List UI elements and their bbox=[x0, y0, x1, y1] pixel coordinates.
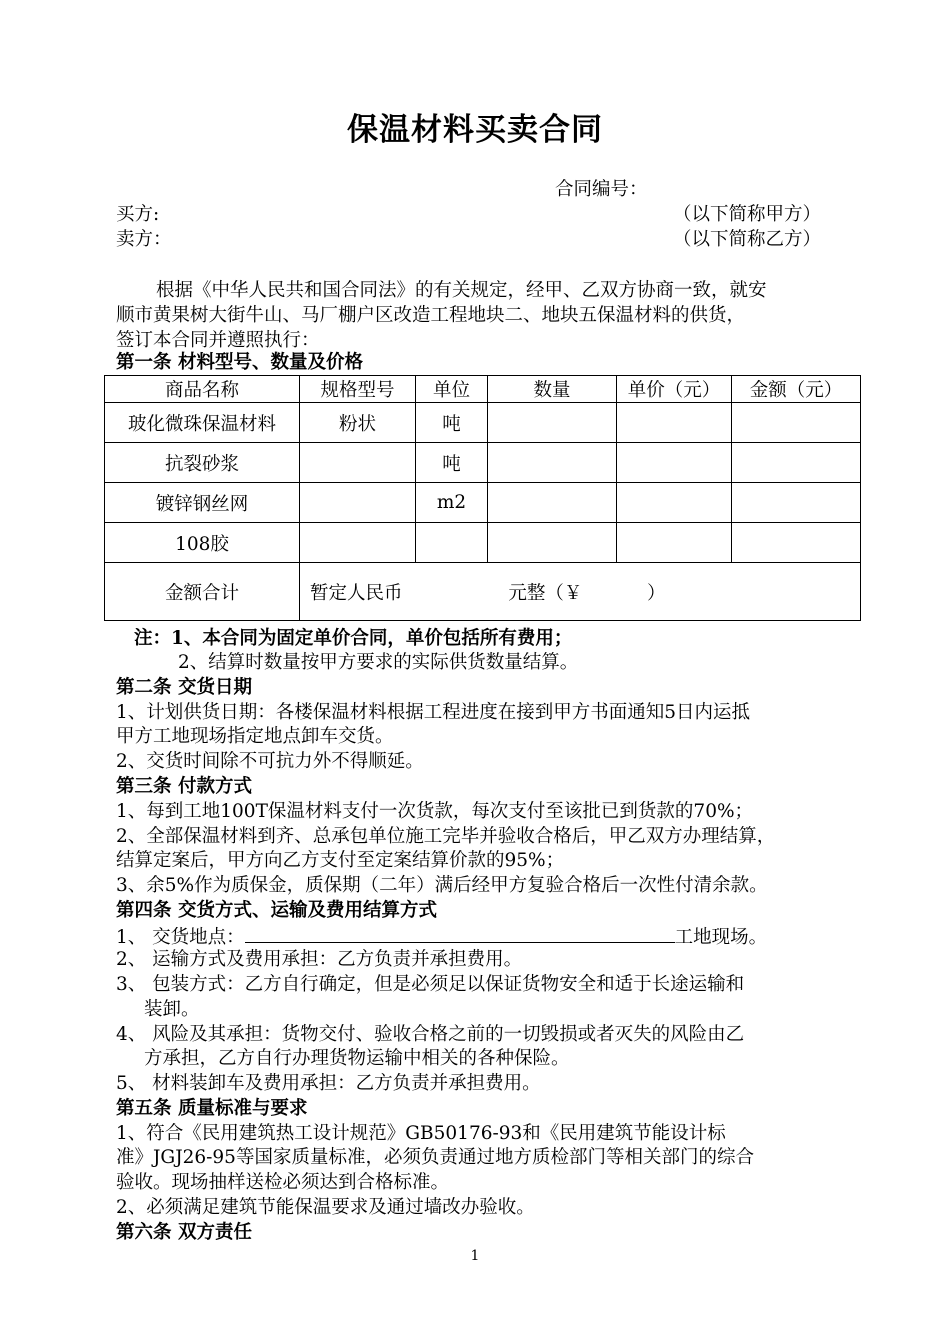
article-5-line: 1、符合《民用建筑热工设计规范》GB50176-93和《民用建筑节能设计标 bbox=[116, 1123, 726, 1144]
note-2: 2、结算时数量按甲方要求的实际供货数量结算。 bbox=[178, 652, 579, 673]
table-cell bbox=[617, 483, 732, 523]
table-cell: 玻化微珠保温材料 bbox=[105, 403, 300, 443]
table-cell bbox=[617, 443, 732, 483]
page-number: 1 bbox=[470, 1248, 480, 1264]
article-5-line: 验收。现场抽样送检必须达到合格标准。 bbox=[116, 1172, 450, 1193]
article-4-heading: 第四条 交货方式、运输及费用结算方式 bbox=[116, 900, 437, 921]
table-cell bbox=[488, 523, 617, 563]
article-2-heading: 第二条 交货日期 bbox=[116, 677, 252, 698]
buyer-label: 买方: bbox=[116, 204, 160, 225]
table-cell bbox=[617, 403, 732, 443]
table-cell: 吨 bbox=[416, 443, 488, 483]
article-4-line: 2、 运输方式及费用承担：乙方负责并承担费用。 bbox=[116, 949, 523, 970]
delivery-place-line bbox=[116, 924, 856, 950]
intro-line-1: 根据《中华人民共和国合同法》的有关规定，经甲、乙双方协商一致，就安 bbox=[156, 280, 767, 301]
seller-label: 卖方： bbox=[116, 229, 172, 250]
delivery-place-suffix: 工地现场。 bbox=[674, 927, 768, 948]
article-4-line: 4、 风险及其承担：货物交付、验收合格之前的一切毁损或者灭失的风险由乙 bbox=[116, 1024, 745, 1045]
document-title: 保温材料买卖合同 bbox=[347, 112, 603, 148]
table-cell bbox=[617, 523, 732, 563]
article-5-heading: 第五条 质量标准与要求 bbox=[116, 1098, 308, 1119]
article-3-line: 3、余5%作为质保金，质保期（二年）满后经甲方复验合格后一次性付清余款。 bbox=[116, 875, 768, 896]
note-1: 注：1、本合同为固定单价合同，单价包括所有费用； bbox=[134, 628, 573, 649]
table-cell bbox=[300, 483, 416, 523]
article-2-line: 2、交货时间除不可抗力外不得顺延。 bbox=[116, 751, 424, 772]
table-header-row bbox=[105, 376, 861, 403]
materials-table bbox=[104, 375, 861, 621]
table-cell: m2 bbox=[416, 483, 488, 523]
article-5-line: 2、必须满足建筑节能保温要求及通过墙改办验收。 bbox=[116, 1197, 535, 1218]
header-cell: 单位 bbox=[416, 376, 488, 403]
total-label: 金额合计 bbox=[105, 563, 300, 621]
total-amount-text: 暂定人民币 元整（￥ ） bbox=[300, 563, 861, 621]
header-cell: 商品名称 bbox=[105, 376, 300, 403]
contract-number-label: 合同编号： bbox=[555, 179, 648, 200]
article-2-line: 1、计划供货日期：各楼保温材料根据工程进度在接到甲方书面通知5日内运抵 bbox=[116, 702, 751, 723]
article-4-line: 3、 包装方式：乙方自行确定，但是必须足以保证货物安全和适于长途运输和 bbox=[116, 974, 745, 995]
table-cell bbox=[300, 523, 416, 563]
article-4-line: 装卸。 bbox=[144, 999, 200, 1020]
table-cell: 108胶 bbox=[105, 523, 300, 563]
article-1-heading: 第一条 材料型号、数量及价格 bbox=[116, 352, 363, 373]
table-row bbox=[105, 443, 861, 483]
article-3-line: 结算定案后，甲方向乙方支付至定案结算价款的95%； bbox=[116, 850, 565, 871]
header-cell: 规格型号 bbox=[300, 376, 416, 403]
table-cell bbox=[732, 443, 861, 483]
article-3-line: 1、每到工地100T保温材料支付一次货款，每次支付至该批已到货款的70%； bbox=[116, 801, 754, 822]
table-cell bbox=[488, 403, 617, 443]
header-cell: 数量 bbox=[488, 376, 617, 403]
article-3-line: 2、全部保温材料到齐、总承包单位施工完毕并验收合格后，甲乙双方办理结算， bbox=[116, 826, 776, 847]
table-cell: 镀锌钢丝网 bbox=[105, 483, 300, 523]
delivery-place-prefix: 1、 交货地点： bbox=[116, 927, 245, 948]
table-cell bbox=[488, 443, 617, 483]
article-4-line: 5、 材料装卸车及费用承担：乙方负责并承担费用。 bbox=[116, 1073, 541, 1094]
article-5-line: 准》JGJ26-95等国家质量标准，必须负责通过地方质检部门等相关部门的综合 bbox=[116, 1147, 754, 1168]
table-cell: 抗裂砂浆 bbox=[105, 443, 300, 483]
table-row bbox=[105, 523, 861, 563]
seller-suffix: （以下简称乙方） bbox=[673, 229, 822, 250]
table-cell bbox=[732, 523, 861, 563]
article-4-line: 方承担，乙方自行办理货物运输中相关的各种保险。 bbox=[144, 1048, 570, 1069]
table-total-row bbox=[105, 563, 861, 621]
buyer-suffix: （以下简称甲方） bbox=[673, 204, 822, 225]
intro-line-2: 顺市黄果树大街牛山、马厂棚户区改造工程地块二、地块五保温材料的供货， bbox=[116, 305, 746, 326]
table-cell bbox=[732, 483, 861, 523]
table-cell bbox=[416, 523, 488, 563]
table-cell: 吨 bbox=[416, 403, 488, 443]
article-6-heading: 第六条 双方责任 bbox=[116, 1222, 252, 1243]
table-cell bbox=[300, 443, 416, 483]
header-cell: 金额（元） bbox=[732, 376, 861, 403]
table-row bbox=[105, 483, 861, 523]
header-cell: 单价（元） bbox=[617, 376, 732, 403]
table-row bbox=[105, 403, 861, 443]
table-cell bbox=[488, 483, 617, 523]
table-cell bbox=[732, 403, 861, 443]
article-2-line: 甲方工地现场指定地点卸车交货。 bbox=[116, 726, 394, 747]
intro-line-3: 签订本合同并遵照执行： bbox=[116, 330, 320, 351]
article-3-heading: 第三条 付款方式 bbox=[116, 776, 252, 797]
delivery-place-blank bbox=[245, 924, 675, 943]
table-cell: 粉状 bbox=[300, 403, 416, 443]
